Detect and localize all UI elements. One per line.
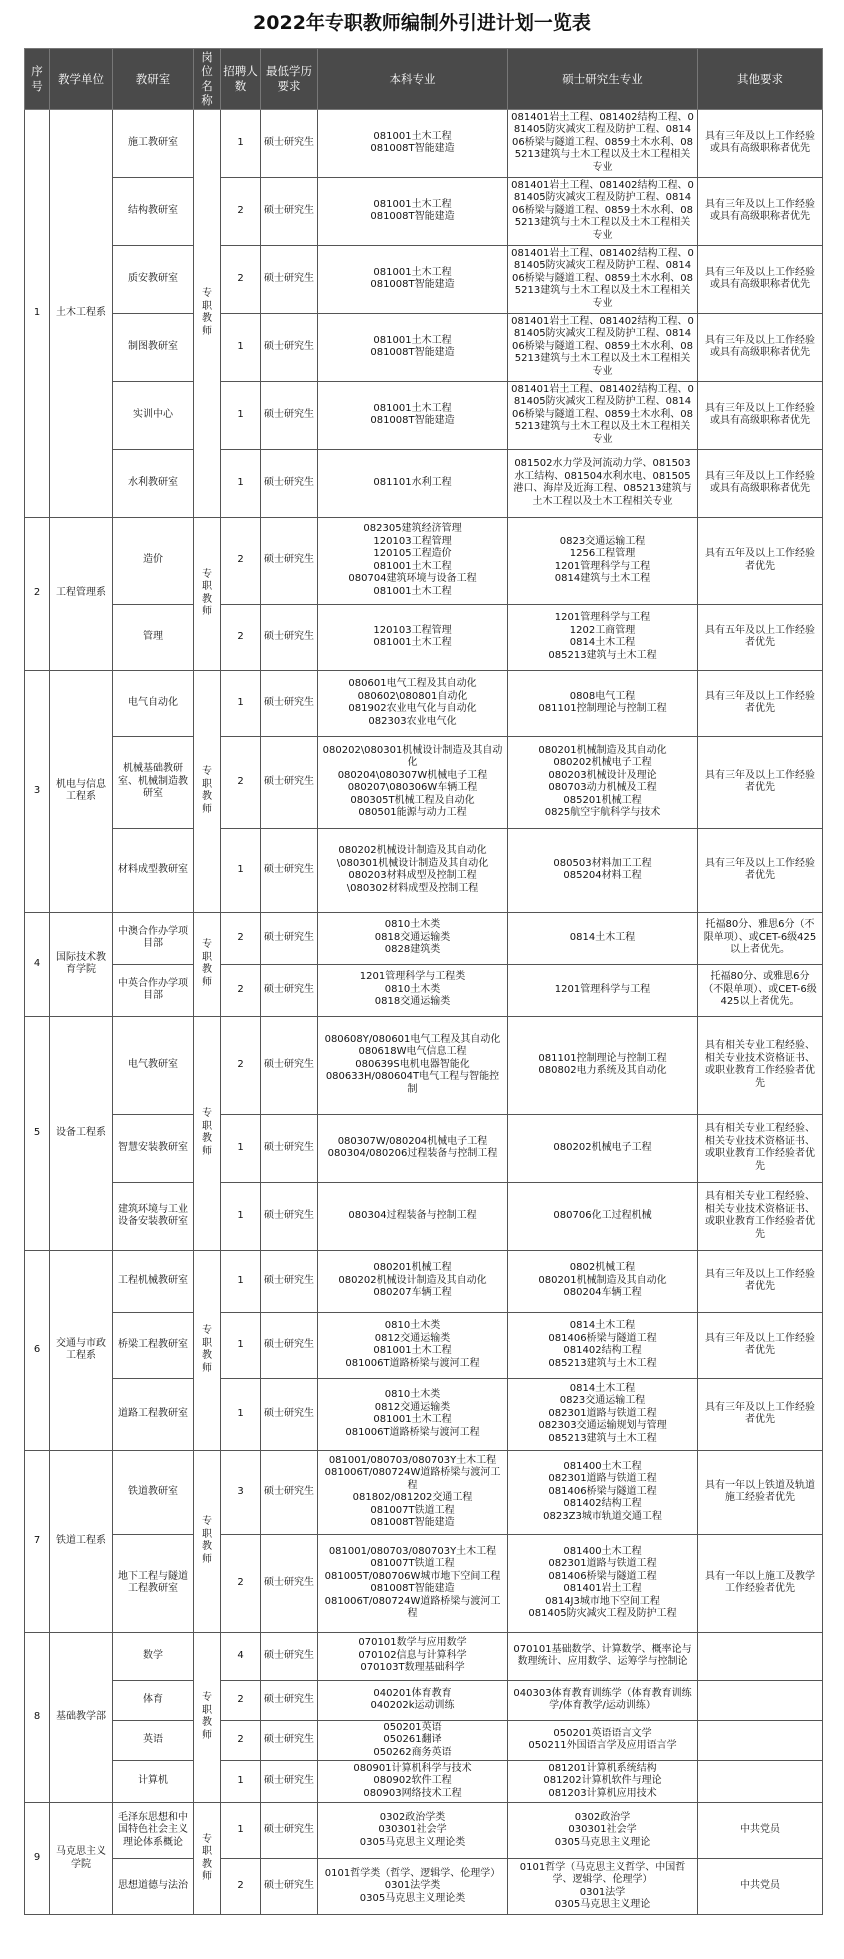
room-cell: 中澳合作办学项目部 [113, 912, 194, 964]
header-count: 招聘人数 [221, 49, 261, 110]
post-cell: 专职教师 [194, 1016, 221, 1250]
bachelor-cell: 082305建筑经济管理 120103工程管理 120105工程造价 081001土木工程 080704建筑环境与设备工程 081001土木工程 [318, 517, 508, 604]
other-cell: 具有三年及以上工作经验者优先 [698, 1312, 823, 1378]
count-cell: 2 [221, 1680, 261, 1720]
master-cell: 070101基础数学、计算数学、概率论与数理统计、应用数学、运筹学与控制论 [508, 1632, 698, 1680]
table-row [25, 1182, 823, 1250]
edu-cell: 硕士研究生 [261, 1859, 318, 1915]
bachelor-cell: 0810土木类 0818交通运输类 0828建筑类 [318, 912, 508, 964]
post-cell: 专职教师 [194, 1450, 221, 1632]
table-row [25, 109, 823, 177]
unit-number: 2 [25, 517, 50, 670]
count-cell: 1 [221, 1114, 261, 1182]
room-cell: 电气教研室 [113, 1016, 194, 1114]
edu-cell: 硕士研究生 [261, 1182, 318, 1250]
edu-cell: 硕士研究生 [261, 1534, 318, 1632]
count-cell: 1 [221, 1803, 261, 1859]
other-cell: 具有五年及以上工作经验者优先 [698, 604, 823, 670]
bachelor-cell: 080601电气工程及其自动化 080602\080801自动化 081902农业电气化与自动化 082303农业电气化 [318, 670, 508, 736]
header-bachelor: 本科专业 [318, 49, 508, 110]
unit-name: 工程管理系 [50, 517, 113, 670]
edu-cell: 硕士研究生 [261, 736, 318, 828]
bachelor-cell: 080307W/080204机械电子工程 080304/080206过程装备与控制工程 [318, 1114, 508, 1182]
room-cell: 制图教研室 [113, 313, 194, 381]
bachelor-cell: 081001土木工程 081008T智能建造 [318, 381, 508, 449]
bachelor-cell: 1201管理科学与工程类 0810土木类 0818交通运输类 [318, 964, 508, 1016]
table-row [25, 381, 823, 449]
count-cell: 2 [221, 964, 261, 1016]
count-cell: 2 [221, 177, 261, 245]
master-cell: 081400土木工程 082301道路与铁道工程 081406桥梁与隧道工程 081402结构工程 0823Z3城市轨道交通工程 [508, 1450, 698, 1534]
other-cell [698, 1680, 823, 1720]
count-cell: 2 [221, 1859, 261, 1915]
count-cell: 2 [221, 1016, 261, 1114]
room-cell: 桥梁工程教研室 [113, 1312, 194, 1378]
bachelor-cell: 081001/080703/080703Y土木工程 081007T铁道工程 081005T/080706W城市地下空间工程 081008T智能建造 081006T/080724W道路桥梁与渡河工程 [318, 1534, 508, 1632]
other-cell: 具有三年及以上工作经验者优先 [698, 828, 823, 912]
master-cell: 0802机械工程 080201机械制造及其自动化 080204车辆工程 [508, 1250, 698, 1312]
header-room: 教研室 [113, 49, 194, 110]
table-row [25, 1450, 823, 1534]
bachelor-cell: 080202机械设计制造及其自动化 \080301机械设计制造及其自动化 080203材料成型及控制工程 \080302材料成型及控制工程 [318, 828, 508, 912]
edu-cell: 硕士研究生 [261, 517, 318, 604]
room-cell: 毛泽东思想和中国特色社会主义理论体系概论 [113, 1803, 194, 1859]
other-cell [698, 1761, 823, 1803]
count-cell: 1 [221, 313, 261, 381]
other-cell: 具有相关专业工程经验、相关专业技术资格证书、或职业教育工作经验者优先 [698, 1016, 823, 1114]
edu-cell: 硕士研究生 [261, 670, 318, 736]
count-cell: 2 [221, 736, 261, 828]
master-cell: 0814土木工程 0823交通运输工程 082301道路与铁道工程 082303交通运输规划与管理 085213建筑与土木工程 [508, 1378, 698, 1450]
master-cell: 0814土木工程 081406桥梁与隧道工程 081402结构工程 085213建筑与土木工程 [508, 1312, 698, 1378]
other-cell: 具有三年及以上工作经验者优先 [698, 736, 823, 828]
count-cell: 1 [221, 1250, 261, 1312]
other-cell: 托福80分、雅思6分（不限单项）、或CET-6级425以上者优先。 [698, 912, 823, 964]
unit-number: 3 [25, 670, 50, 912]
master-cell: 081401岩土工程、081402结构工程、081405防灾减灾工程及防护工程、081406桥梁与隧道工程、0859土木水利、085213建筑与土木工程以及土木工程相关专业 [508, 109, 698, 177]
header-edu: 最低学历要求 [261, 49, 318, 110]
count-cell: 2 [221, 517, 261, 604]
count-cell: 1 [221, 670, 261, 736]
edu-cell: 硕士研究生 [261, 381, 318, 449]
bachelor-cell: 0101哲学类（哲学、逻辑学、伦理学） 0301法学类 0305马克思主义理论类 [318, 1859, 508, 1915]
other-cell [698, 1720, 823, 1761]
room-cell: 工程机械教研室 [113, 1250, 194, 1312]
table-row [25, 177, 823, 245]
unit-number: 9 [25, 1803, 50, 1915]
edu-cell: 硕士研究生 [261, 1720, 318, 1761]
count-cell: 1 [221, 1312, 261, 1378]
other-cell: 具有三年及以上工作经验者优先 [698, 1250, 823, 1312]
post-cell: 专职教师 [194, 1632, 221, 1803]
room-cell: 材料成型教研室 [113, 828, 194, 912]
count-cell: 1 [221, 1378, 261, 1450]
master-cell: 0101哲学（马克思主义哲学、中国哲学、逻辑学、伦理学） 0301法学 0305马克思主义理论 [508, 1859, 698, 1915]
unit-number: 1 [25, 109, 50, 517]
count-cell: 2 [221, 912, 261, 964]
table-row [25, 1114, 823, 1182]
room-cell: 地下工程与隧道工程教研室 [113, 1534, 194, 1632]
recruitment-table [24, 48, 823, 1915]
room-cell: 水利教研室 [113, 449, 194, 517]
table-row [25, 1720, 823, 1761]
master-cell: 081401岩土工程、081402结构工程、081405防灾减灾工程及防护工程、081406桥梁与隧道工程、0859土木水利、085213建筑与土木工程以及土木工程相关专业 [508, 245, 698, 313]
table-row [25, 449, 823, 517]
master-cell: 1201管理科学与工程 1202工商管理 0814土木工程 085213建筑与土木工程 [508, 604, 698, 670]
header-no: 序号 [25, 49, 50, 110]
room-cell: 中英合作办学项目部 [113, 964, 194, 1016]
unit-number: 4 [25, 912, 50, 1016]
table-row [25, 1250, 823, 1312]
table-row [25, 1312, 823, 1378]
bachelor-cell: 081101水利工程 [318, 449, 508, 517]
count-cell: 2 [221, 1720, 261, 1761]
count-cell: 4 [221, 1632, 261, 1680]
table-row [25, 1761, 823, 1803]
room-cell: 质安教研室 [113, 245, 194, 313]
table-row [25, 1803, 823, 1859]
unit-name: 交通与市政工程系 [50, 1250, 113, 1450]
bachelor-cell: 040201体育教育 040202k运动训练 [318, 1680, 508, 1720]
master-cell: 081502水力学及河流动力学、081503水工结构、081504水利水电、081505港口、海岸及近海工程、085213建筑与土木工程以及土木工程相关专业 [508, 449, 698, 517]
other-cell [698, 1632, 823, 1680]
table-row [25, 1680, 823, 1720]
post-cell: 专职教师 [194, 670, 221, 912]
edu-cell: 硕士研究生 [261, 1761, 318, 1803]
room-cell: 机械基础教研室、机械制造教研室 [113, 736, 194, 828]
room-cell: 思想道德与法治 [113, 1859, 194, 1915]
room-cell: 建筑环境与工业设备安装教研室 [113, 1182, 194, 1250]
edu-cell: 硕士研究生 [261, 604, 318, 670]
table-row [25, 736, 823, 828]
table-row [25, 670, 823, 736]
table-row [25, 964, 823, 1016]
count-cell: 2 [221, 604, 261, 670]
master-cell: 1201管理科学与工程 [508, 964, 698, 1016]
other-cell: 中共党员 [698, 1859, 823, 1915]
page-title: 2022年专职教师编制外引进计划一览表 [253, 12, 591, 34]
table-row [25, 245, 823, 313]
master-cell: 081101控制理论与控制工程 080802电力系统及其自动化 [508, 1016, 698, 1114]
bachelor-cell: 050201英语 050261翻译 050262商务英语 [318, 1720, 508, 1761]
edu-cell: 硕士研究生 [261, 964, 318, 1016]
unit-number: 5 [25, 1016, 50, 1250]
count-cell: 1 [221, 109, 261, 177]
bachelor-cell: 081001土木工程 081008T智能建造 [318, 177, 508, 245]
edu-cell: 硕士研究生 [261, 177, 318, 245]
unit-name: 机电与信息工程系 [50, 670, 113, 912]
other-cell: 具有三年及以上工作经验或具有高级职称者优先 [698, 313, 823, 381]
master-cell: 0808电气工程 081101控制理论与控制工程 [508, 670, 698, 736]
table-row [25, 604, 823, 670]
other-cell: 具有三年及以上工作经验者优先 [698, 1378, 823, 1450]
table-row [25, 1632, 823, 1680]
bachelor-cell: 080202\080301机械设计制造及其自动化 080204\080307W机械电子工程 080207\080306W车辆工程 080305T机械工程及自动化 080501能源与动力工程 [318, 736, 508, 828]
unit-name: 基础教学部 [50, 1632, 113, 1803]
table-row [25, 828, 823, 912]
room-cell: 英语 [113, 1720, 194, 1761]
edu-cell: 硕士研究生 [261, 245, 318, 313]
other-cell: 具有三年及以上工作经验或具有高级职称者优先 [698, 245, 823, 313]
room-cell: 实训中心 [113, 381, 194, 449]
count-cell: 2 [221, 1534, 261, 1632]
bachelor-cell: 081001/080703/080703Y土木工程 081006T/080724W道路桥梁与渡河工程 081802/081202交通工程 081007T铁道工程 081008T智能建造 [318, 1450, 508, 1534]
edu-cell: 硕士研究生 [261, 109, 318, 177]
post-cell: 专职教师 [194, 912, 221, 1016]
room-cell: 体育 [113, 1680, 194, 1720]
count-cell: 1 [221, 381, 261, 449]
bachelor-cell: 0302政治学类 030301社会学 0305马克思主义理论类 [318, 1803, 508, 1859]
room-cell: 铁道教研室 [113, 1450, 194, 1534]
master-cell: 081400土木工程 082301道路与铁道工程 081406桥梁与隧道工程 081401岩土工程 0814J3城市地下空间工程 081405防灾减灾工程及防护工程 [508, 1534, 698, 1632]
bachelor-cell: 070101数学与应用数学 070102信息与计算科学 070103T数理基础科学 [318, 1632, 508, 1680]
unit-number: 7 [25, 1450, 50, 1632]
table-row [25, 1016, 823, 1114]
master-cell: 080706化工过程机械 [508, 1182, 698, 1250]
table-row [25, 1534, 823, 1632]
header-unit: 教学单位 [50, 49, 113, 110]
table-row [25, 1378, 823, 1450]
post-cell: 专职教师 [194, 109, 221, 517]
unit-name: 设备工程系 [50, 1016, 113, 1250]
header-other: 其他要求 [698, 49, 823, 110]
room-cell: 施工教研室 [113, 109, 194, 177]
other-cell: 具有一年以上施工及教学工作经验者优先 [698, 1534, 823, 1632]
other-cell: 中共党员 [698, 1803, 823, 1859]
edu-cell: 硕士研究生 [261, 1016, 318, 1114]
room-cell: 造价 [113, 517, 194, 604]
bachelor-cell: 081001土木工程 081008T智能建造 [318, 109, 508, 177]
unit-name: 土木工程系 [50, 109, 113, 517]
post-cell: 专职教师 [194, 1803, 221, 1915]
table-row [25, 1859, 823, 1915]
edu-cell: 硕士研究生 [261, 449, 318, 517]
other-cell: 具有相关专业工程经验、相关专业技术资格证书、或职业教育工作经验者优先 [698, 1114, 823, 1182]
unit-name: 国际技术教育学院 [50, 912, 113, 1016]
room-cell: 道路工程教研室 [113, 1378, 194, 1450]
post-cell: 专职教师 [194, 517, 221, 670]
count-cell: 3 [221, 1450, 261, 1534]
edu-cell: 硕士研究生 [261, 1250, 318, 1312]
master-cell: 081401岩土工程、081402结构工程、081405防灾减灾工程及防护工程、081406桥梁与隧道工程、0859土木水利、085213建筑与土木工程以及土木工程相关专业 [508, 177, 698, 245]
room-cell: 智慧安装教研室 [113, 1114, 194, 1182]
edu-cell: 硕士研究生 [261, 1450, 318, 1534]
table-row [25, 313, 823, 381]
count-cell: 1 [221, 1182, 261, 1250]
bachelor-cell: 080201机械工程 080202机械设计制造及其自动化 080207车辆工程 [318, 1250, 508, 1312]
bachelor-cell: 0810土木类 0812交通运输类 081001土木工程 081006T道路桥梁与渡河工程 [318, 1378, 508, 1450]
master-cell: 040303体育教育训练学（体育教育训练学/体育教学/运动训练） [508, 1680, 698, 1720]
other-cell: 具有三年及以上工作经验或具有高级职称者优先 [698, 381, 823, 449]
unit-name: 铁道工程系 [50, 1450, 113, 1632]
table-row [25, 517, 823, 604]
master-cell: 081201计算机系统结构 081202计算机软件与理论 081203计算机应用技术 [508, 1761, 698, 1803]
table-row [25, 912, 823, 964]
master-cell: 0302政治学 030301社会学 0305马克思主义理论 [508, 1803, 698, 1859]
master-cell: 080202机械电子工程 [508, 1114, 698, 1182]
edu-cell: 硕士研究生 [261, 1680, 318, 1720]
bachelor-cell: 120103工程管理 081001土木工程 [318, 604, 508, 670]
master-cell: 0823交通运输工程 1256工程管理 1201管理科学与工程 0814建筑与土木工程 [508, 517, 698, 604]
bachelor-cell: 080608Y/080601电气工程及其自动化 080618W电气信息工程 080639S电机电器智能化 080633H/080604T电气工程与智能控制 [318, 1016, 508, 1114]
bachelor-cell: 080304过程装备与控制工程 [318, 1182, 508, 1250]
room-cell: 结构教研室 [113, 177, 194, 245]
edu-cell: 硕士研究生 [261, 828, 318, 912]
master-cell: 081401岩土工程、081402结构工程、081405防灾减灾工程及防护工程、081406桥梁与隧道工程、0859土木水利、085213建筑与土木工程以及土木工程相关专业 [508, 313, 698, 381]
unit-name: 马克思主义学院 [50, 1803, 113, 1915]
other-cell: 具有三年及以上工作经验者优先 [698, 670, 823, 736]
count-cell: 1 [221, 449, 261, 517]
other-cell: 具有三年及以上工作经验或具有高级职称者优先 [698, 449, 823, 517]
header-master: 硕士研究生专业 [508, 49, 698, 110]
master-cell: 0814土木工程 [508, 912, 698, 964]
master-cell: 080201机械制造及其自动化 080202机械电子工程 080203机械设计及理论 080703动力机械及工程 085201机械工程 0825航空宇航科学与技术 [508, 736, 698, 828]
bachelor-cell: 081001土木工程 081008T智能建造 [318, 245, 508, 313]
room-cell: 数学 [113, 1632, 194, 1680]
room-cell: 计算机 [113, 1761, 194, 1803]
edu-cell: 硕士研究生 [261, 1378, 318, 1450]
other-cell: 具有一年以上铁道及轨道施工经验者优先 [698, 1450, 823, 1534]
edu-cell: 硕士研究生 [261, 912, 318, 964]
room-cell: 电气自动化 [113, 670, 194, 736]
room-cell: 管理 [113, 604, 194, 670]
other-cell: 具有三年及以上工作经验或具有高级职称者优先 [698, 109, 823, 177]
bachelor-cell: 0810土木类 0812交通运输类 081001土木工程 081006T道路桥梁与渡河工程 [318, 1312, 508, 1378]
master-cell: 050201英语语言文学 050211外国语言学及应用语言学 [508, 1720, 698, 1761]
other-cell: 托福80分、或雅思6分（不限单项）、或CET-6级425以上者优先。 [698, 964, 823, 1016]
master-cell: 081401岩土工程、081402结构工程、081405防灾减灾工程及防护工程、081406桥梁与隧道工程、0859土木水利、085213建筑与土木工程以及土木工程相关专业 [508, 381, 698, 449]
unit-number: 8 [25, 1632, 50, 1803]
other-cell: 具有三年及以上工作经验或具有高级职称者优先 [698, 177, 823, 245]
count-cell: 1 [221, 1761, 261, 1803]
edu-cell: 硕士研究生 [261, 1803, 318, 1859]
count-cell: 2 [221, 245, 261, 313]
header-row [25, 49, 823, 110]
unit-number: 6 [25, 1250, 50, 1450]
post-cell: 专职教师 [194, 1250, 221, 1450]
master-cell: 080503材料加工工程 085204材料工程 [508, 828, 698, 912]
other-cell: 具有相关专业工程经验、相关专业技术资格证书、或职业教育工作经验者优先 [698, 1182, 823, 1250]
edu-cell: 硕士研究生 [261, 1632, 318, 1680]
edu-cell: 硕士研究生 [261, 313, 318, 381]
edu-cell: 硕士研究生 [261, 1114, 318, 1182]
count-cell: 1 [221, 828, 261, 912]
header-post: 岗位名称 [194, 49, 221, 110]
bachelor-cell: 080901计算机科学与技术 080902软件工程 080903网络技术工程 [318, 1761, 508, 1803]
bachelor-cell: 081001土木工程 081008T智能建造 [318, 313, 508, 381]
table-body [25, 109, 823, 1915]
other-cell: 具有五年及以上工作经验者优先 [698, 517, 823, 604]
edu-cell: 硕士研究生 [261, 1312, 318, 1378]
